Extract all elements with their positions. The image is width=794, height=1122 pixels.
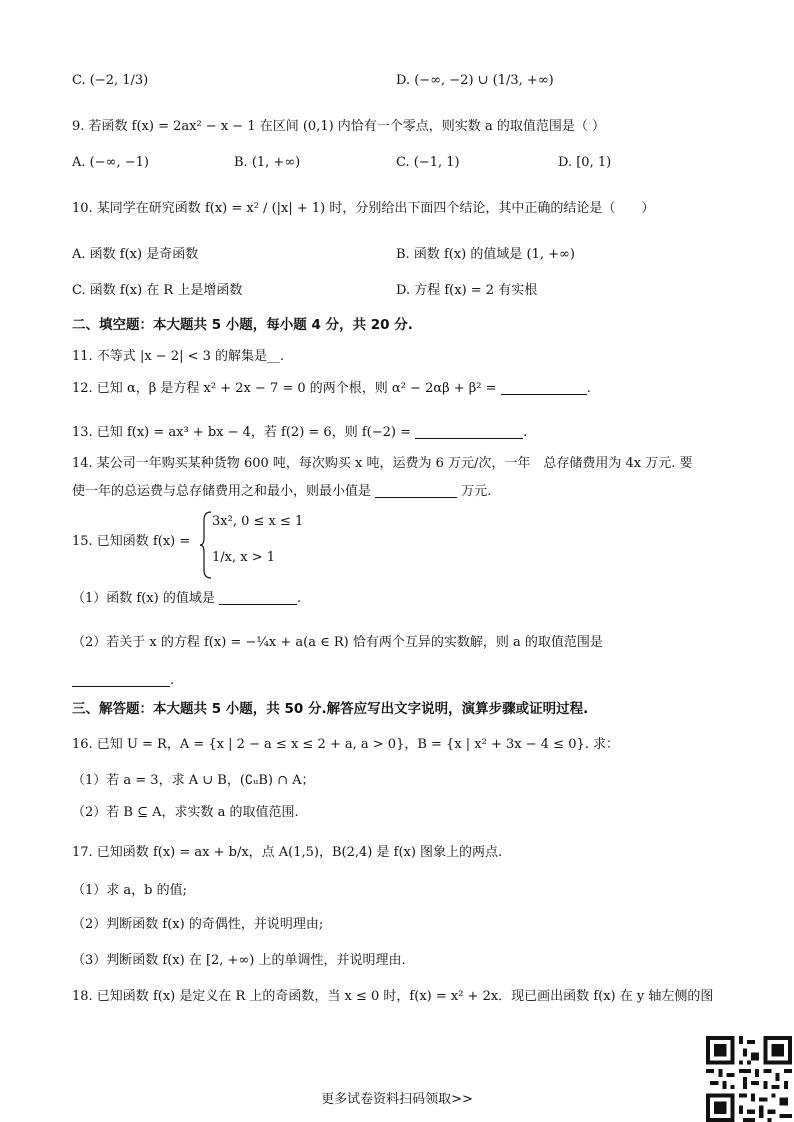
q15-part-2-answer: . <box>72 672 754 690</box>
q10-option-d: D. 方程 f(x) = 2 有实根 <box>396 283 538 298</box>
q10-option-b: B. 函数 f(x) 的值域是 (1, +∞) <box>396 247 575 262</box>
q9-option-d: D. [0, 1) <box>558 155 612 170</box>
q9-option-c: C. (−1, 1) <box>396 155 460 170</box>
q14-unit: 万元. <box>461 484 492 499</box>
q10-stem: 10. 某同学在研究函数 f(x) = x² / (|x| + 1) 时，分别给出下面四个结论，其中正确的结论是（ ） <box>72 201 655 216</box>
q14-text: 使一年的总运费与总存储费用之和最小，则最小值是 <box>72 484 372 499</box>
q16-stem: 16. 已知 U = R，A = {x | 2 − a ≤ x ≤ 2 + a, a > 0}，B = {x | x² + 3x − 4 ≤ 0}. 求： <box>72 737 620 752</box>
q13: 13. 已知 f(x) = ax³ + bx − 4，若 f(2) = 6，则 f(−2) = . <box>72 425 528 440</box>
q14-answer-blank[interactable] <box>375 483 457 498</box>
q8-option-d: D. (−∞, −2) ∪ (1/3, +∞) <box>396 73 554 88</box>
q15-case-1: 3x², 0 ≤ x ≤ 1 <box>212 514 304 529</box>
q9-stem: 9. 若函数 f(x) = 2ax² − x − 1 在区间 (0,1) 内恰有一个零点，则实数 a 的取值范围是（ ） <box>72 119 605 134</box>
q17-part-1: （1）求 a，b 的值; <box>72 883 187 898</box>
q13-text: 13. 已知 f(x) = ax³ + bx − 4，若 f(2) = 6，则 f(−2) = <box>72 425 411 440</box>
q14-line-1: 14. 某公司一年购买某种货物 600 吨，每次购买 x 吨，运费为 6 万元/次，一年 总存储费用为 4x 万元. 要 <box>72 456 693 471</box>
q15-part-2: （2）若关于 x 的方程 f(x) = −¼x + a(a ∈ R) 恰有两个互异的实数解，则 a 的取值范围是 <box>72 635 603 650</box>
section-3-heading: 三、解答题：本大题共 5 小题，共 50 分.解答应写出文字说明，演算步骤或证明过程. <box>72 701 589 717</box>
q17-part-2: （2）判断函数 f(x) 的奇偶性，并说明理由; <box>72 917 324 932</box>
q18-stem: 18. 已知函数 f(x) 是定义在 R 上的奇函数，当 x ≤ 0 时，f(x) = x² + 2x．现已画出函数 f(x) 在 y 轴左侧的图 <box>72 989 714 1004</box>
footer-qr-prompt[interactable]: 更多试卷资料扫码领取>> <box>321 1092 473 1107</box>
q11: 11. 不等式 |x − 2| < 3 的解集是__. <box>72 349 285 364</box>
q9-option-a: A. (−∞, −1) <box>72 155 149 170</box>
q15-part-1-blank[interactable] <box>219 590 297 605</box>
q15-part-2-blank[interactable] <box>72 672 170 687</box>
q17-stem: 17. 已知函数 f(x) = ax + b/x，点 A(1,5)，B(2,4) 是 f(x) 图象上的两点. <box>72 845 503 860</box>
q8-option-c: C. (−2, 1/3) <box>72 73 149 88</box>
q15-part-1-text: （1）函数 f(x) 的值域是 <box>72 591 215 606</box>
q16-part-1: （1）若 a = 3，求 A ∪ B，(∁ᵤB) ∩ A； <box>72 773 315 788</box>
q9-option-b: B. (1, +∞) <box>234 155 301 170</box>
q15-case-2: 1/x, x > 1 <box>212 550 276 565</box>
q14-line-2 <box>72 483 754 501</box>
q10-option-a: A. 函数 f(x) 是奇函数 <box>72 247 199 262</box>
qr-code-icon[interactable] <box>706 1036 792 1122</box>
q10-option-c: C. 函数 f(x) 在 R 上是增函数 <box>72 283 243 298</box>
q12-text: 12. 已知 α，β 是方程 x² + 2x − 7 = 0 的两个根，则 α² − 2αβ + β² = <box>72 381 497 396</box>
q12-answer-blank[interactable] <box>501 380 587 395</box>
q15-stem: 15. 已知函数 f(x) = <box>72 534 191 549</box>
q15-brace <box>199 510 213 580</box>
q16-part-2: （2）若 B ⊆ A，求实数 a 的取值范围. <box>72 805 299 820</box>
q12: 12. 已知 α，β 是方程 x² + 2x − 7 = 0 的两个根，则 α² − 2αβ + β² = . <box>72 381 591 396</box>
section-2-heading: 二、填空题：本大题共 5 小题，每小题 4 分，共 20 分. <box>72 317 413 333</box>
q15-part-1: （1）函数 f(x) 的值域是 . <box>72 591 302 606</box>
q13-answer-blank[interactable] <box>415 424 523 439</box>
q17-part-3: （3）判断函数 f(x) 在 [2, +∞) 上的单调性，并说明理由. <box>72 953 406 968</box>
